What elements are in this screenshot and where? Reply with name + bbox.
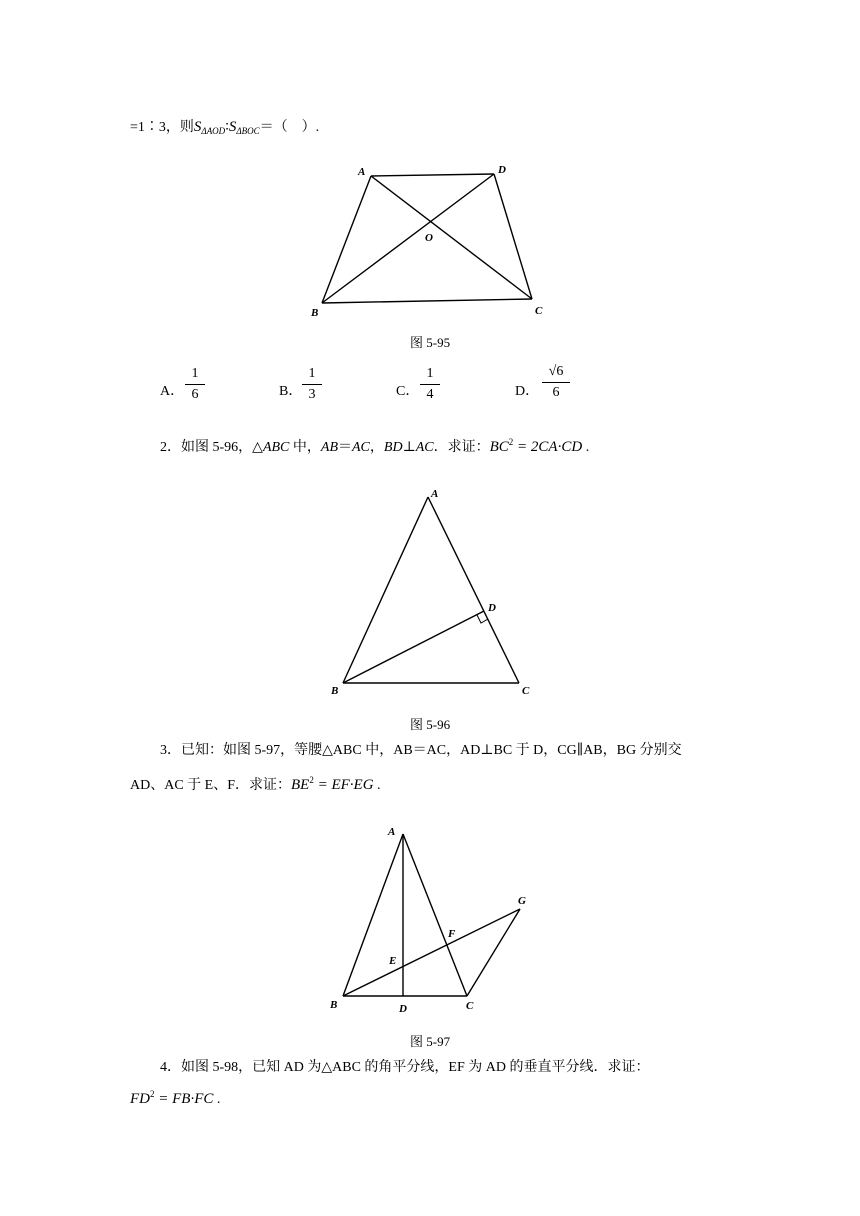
option-c (396, 380, 419, 400)
option-a (160, 380, 184, 400)
q2-text: 2．如图 5-96，△ (160, 440, 263, 455)
question-2 (160, 436, 589, 456)
ratio-colon: ∶ (225, 120, 229, 135)
q4-formula: FD (130, 1091, 150, 1107)
fig97-label-g: G (518, 895, 526, 907)
option-d-letter: D． (515, 384, 540, 399)
fig95-diag-bd (322, 174, 494, 303)
fraction-bar (420, 384, 440, 385)
fig95-diag-ac (371, 176, 532, 299)
fraction-bar (302, 384, 322, 385)
ratio-prefix: =1∶3，则 (130, 120, 194, 135)
question-3-line1: 3．已知：如图 5-97，等腰△ABC 中，AB＝AC，AD⊥BC 于 D，CG∥AB，BG 分别交 (160, 743, 682, 758)
fraction-bar (185, 384, 205, 385)
fig97-label-d: D (399, 1003, 407, 1015)
q2-seg: BD (383, 440, 403, 455)
option-d-numerator: √6 (548, 364, 564, 379)
option-b (279, 380, 302, 400)
question-3-line2 (130, 774, 381, 794)
q2-formula: BC (489, 439, 509, 455)
fig97-label-c: C (466, 1000, 474, 1012)
option-a-denominator: 6 (191, 387, 199, 402)
area-sub-aod: ΔAOD (201, 126, 226, 136)
fig97-label-f: F (448, 928, 456, 940)
option-a-fraction (185, 366, 205, 403)
area-symbol-aod: S (193, 119, 202, 135)
option-d (515, 380, 539, 400)
fig95-label-a: A (358, 166, 366, 178)
fig96-label-c: C (522, 685, 530, 697)
q3-text: AD、AC 于 E、F．求证： (130, 778, 292, 793)
q2-seg: AB (320, 440, 338, 455)
option-c-numerator: 1 (426, 366, 434, 381)
option-b-letter: B． (279, 384, 303, 399)
option-d-fraction (542, 364, 570, 401)
q2-formula: = 2CA·CD (513, 439, 583, 455)
option-c-letter: C． (396, 384, 420, 399)
figure-5-97 (320, 818, 540, 1018)
fig96-seg-bd (343, 611, 484, 683)
figure-5-96 (320, 480, 550, 700)
q2-perp: ⊥ (402, 440, 416, 455)
fig96-edge-ab (343, 497, 428, 683)
fig96-caption: 图 5-96 (410, 717, 451, 732)
q3-formula: BE (291, 777, 310, 793)
option-d-denominator: 6 (552, 385, 560, 400)
q2-comma: ， (369, 440, 384, 455)
q2-eq: ＝ (338, 440, 352, 455)
q2-seg: AC (352, 440, 370, 455)
option-a-numerator: 1 (191, 366, 199, 381)
fig95-label-d: D (498, 164, 506, 176)
q2-end: . (582, 440, 590, 455)
fig95-edge-dc (494, 174, 532, 299)
fraction-bar (542, 382, 570, 383)
problem1-tail-line (130, 116, 319, 136)
fig97-label-a: A (388, 826, 396, 838)
fig95-caption: 图 5-95 (410, 335, 451, 350)
figure-5-95 (300, 158, 560, 324)
fig97-edge-ac (403, 834, 467, 996)
option-c-denominator: 4 (426, 387, 434, 402)
fig95-label-o: O (425, 232, 433, 244)
q2-text: ．求证： (433, 440, 490, 455)
fig95-edge-ad (371, 174, 494, 176)
q4-end: . (213, 1092, 221, 1107)
fig97-label-e: E (389, 955, 397, 967)
area-sub-boc: ΔBOC (236, 126, 260, 136)
q2-formula-sup: 2 (508, 437, 514, 447)
fig97-label-b: B (330, 999, 338, 1011)
option-a-letter: A． (160, 384, 185, 399)
fig95-label-c: C (535, 305, 543, 317)
fig96-label-d: D (488, 602, 496, 614)
fig96-label-a: A (431, 488, 439, 500)
q3-formula-sup: 2 (309, 775, 314, 785)
option-b-numerator: 1 (308, 366, 316, 381)
q2-triangle: ABC (262, 440, 290, 455)
fig95-label-b: B (311, 307, 319, 319)
area-symbol-boc: S (228, 119, 237, 135)
question-4-line1: 4．如图 5-98，已知 AD 为△ABC 的角平分线，EF 为 AD 的垂直平分线．求证： (160, 1060, 650, 1075)
q3-formula: = EF·EG (313, 777, 374, 793)
fig96-label-b: B (331, 685, 339, 697)
fig95-edge-bc (322, 299, 532, 303)
q4-formula-sup: 2 (150, 1089, 155, 1099)
q2-text: 中， (289, 440, 321, 455)
option-b-fraction (302, 366, 322, 403)
fig97-caption: 图 5-97 (410, 1034, 451, 1049)
fig96-edge-ac (428, 497, 519, 683)
option-b-denominator: 3 (308, 387, 316, 402)
question-4-line2 (130, 1089, 220, 1108)
ratio-suffix: ＝（ ）. (259, 120, 320, 135)
q3-end: . (373, 778, 381, 793)
q4-formula: = FB·FC (154, 1091, 214, 1107)
q2-seg: AC (415, 440, 434, 455)
option-c-fraction (420, 366, 440, 403)
